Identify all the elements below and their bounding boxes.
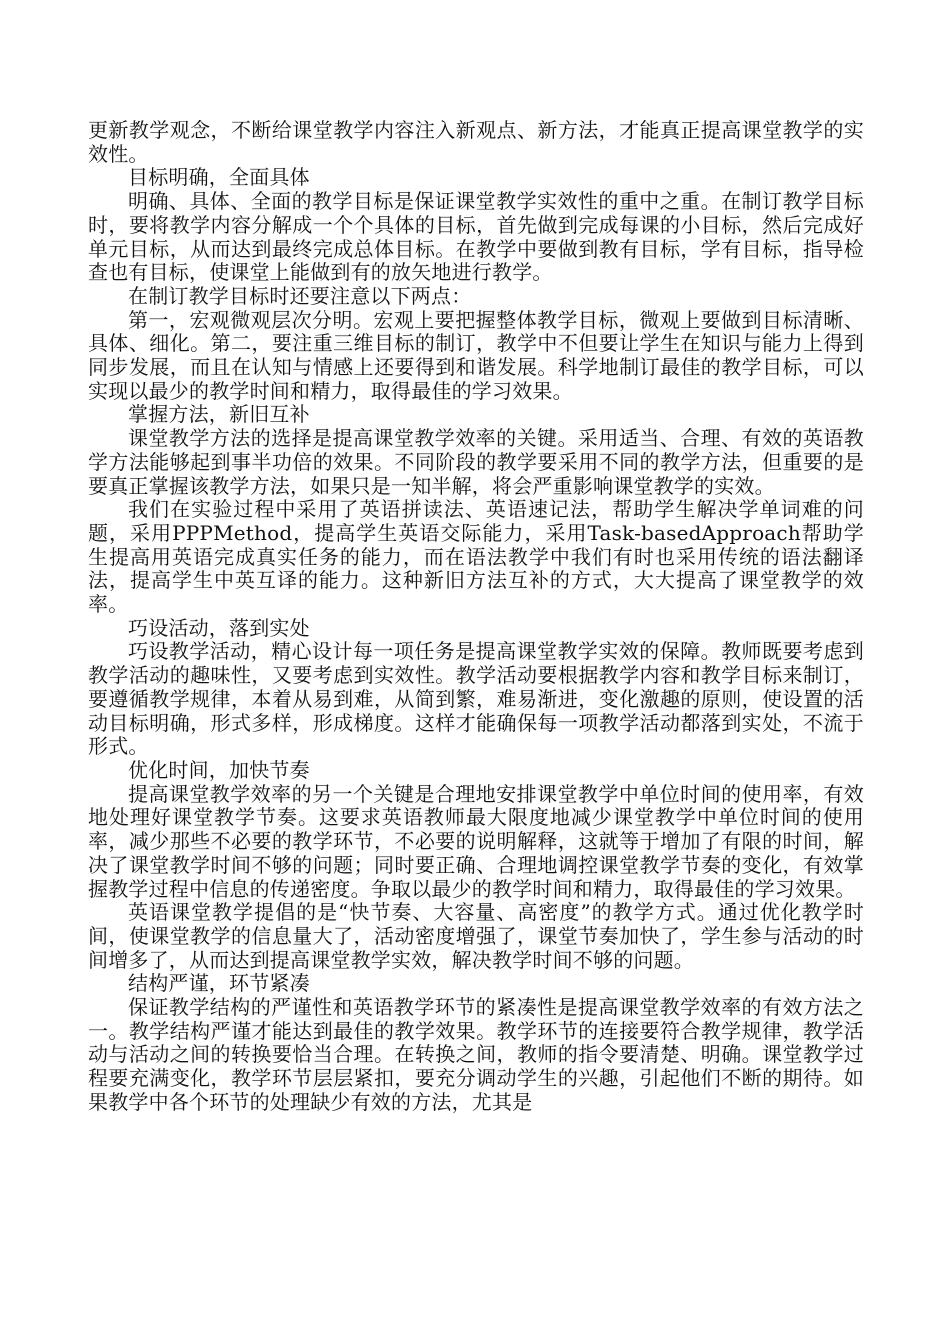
paragraph-intro: 更新教学观念，不断给课堂教学内容注入新观点、新方法，才能真正提高课堂教学的实效性。: [88, 118, 864, 166]
paragraph-goals: 明确、具体、全面的教学目标是保证课堂教学实效性的重中之重。在制订教学目标时，要将教学内容分解成一个个具体的目标，首先做到完成每课的小目标，然后完成好单元目标，从而达到最终完成总体目标。在教学中要做到教有目标，学有目标，指导检查也有目标，使课堂上能做到有的放矢地进行教学。: [88, 189, 864, 285]
section-heading-time: 优化时间，加快节奏: [128, 757, 310, 782]
paragraph-time: 提高课堂教学效率的另一个关键是合理地安排课堂教学中单位时间的使用率，有效地处理好课堂教学节奏。这要求英语教师最大限度地减少课堂教学中单位时间的使用率，减少那些不必要的教学环节，不必要的说明解释，这就等于增加了有限的时间，解决了课堂教学时间不够的问题；同时要正确、合理地调控课堂教学节奏的变化，有效掌握教学过程中信息的传递密度。争取以最少的教学时间和精力，取得最佳的学习效果。: [88, 781, 864, 901]
paragraph-goals-note: 在制订教学目标时还要注意以下两点：: [128, 283, 472, 308]
section-heading-goals: 目标明确，全面具体: [128, 165, 310, 190]
paragraph-activities: 巧设教学活动，精心设计每一项任务是提高课堂教学实效的保障。教师既要考虑到教学活动的趣味性，又要考虑到实效性。教学活动要根据教学内容和教学目标来制订，要遵循教学规律，本着从易到难，从简到繁，难易渐进，变化激趣的原则，使设置的活动目标明确，形式多样，形成梯度。这样才能确保每一项教学活动都落到实处，不流于形式。: [88, 639, 864, 759]
paragraph-time-pace: 英语课堂教学提倡的是“快节奏、大容量、高密度”的教学方式。通过优化教学时间，使课堂教学的信息量大了，活动密度增强了，课堂节奏加快了，学生参与活动的时间增多了，从而达到提高课堂教学实效，解决教学时间不够的问题。: [88, 900, 864, 972]
document-body: [88, 119, 864, 1115]
paragraph-structure: 保证教学结构的严谨性和英语教学环节的紧凑性是提高课堂教学效率的有效方法之一。教学结构严谨才能达到最佳的教学效果。教学环节的连接要符合教学规律，教学活动与活动之间的转换要恰当合理。在转换之间，教师的指令要清楚、明确。课堂教学过程要充满变化，教学环节层层紧扣，要充分调动学生的兴趣，引起他们不断的期待。如果教学中各个环节的处理缺少有效的方法，尤其是: [88, 995, 864, 1114]
paragraph-methods-examples: 我们在实验过程中采用了英语拼读法、英语速记法，帮助学生解决学单词难的问题，采用PPPMethod，提高学生英语交际能力，采用Task-basedApproach帮助学生提高用英语完成真实任务的能力，而在语法教学中我们有时也采用传统的语法翻译法，提高学生中英互译的能力。这种新旧方法互补的方式，大大提高了课堂教学的效率。: [88, 497, 864, 617]
section-heading-activities: 巧设活动，落到实处: [128, 615, 310, 640]
paragraph-methods: 课堂教学方法的选择是提高课堂教学效率的关键。采用适当、合理、有效的英语教学方法能够起到事半功倍的效果。不同阶段的教学要采用不同的教学方法，但重要的是要真正掌握该教学方法，如果只是一知半解，将会严重影响课堂教学的实效。: [88, 426, 864, 498]
section-heading-structure: 结构严谨，环节紧凑: [128, 971, 310, 996]
paragraph-goals-points: 第一，宏观微观层次分明。宏观上要把握整体教学目标，微观上要做到目标清晰、具体、细化。第二，要注重三维目标的制订，教学中不但要让学生在知识与能力上得到同步发展，而且在认知与情感上还要得到和谐发展。科学地制订最佳的教学目标，可以实现以最少的教学时间和精力，取得最佳的学习效果。: [88, 307, 864, 403]
section-heading-methods: 掌握方法，新旧互补: [128, 402, 310, 427]
